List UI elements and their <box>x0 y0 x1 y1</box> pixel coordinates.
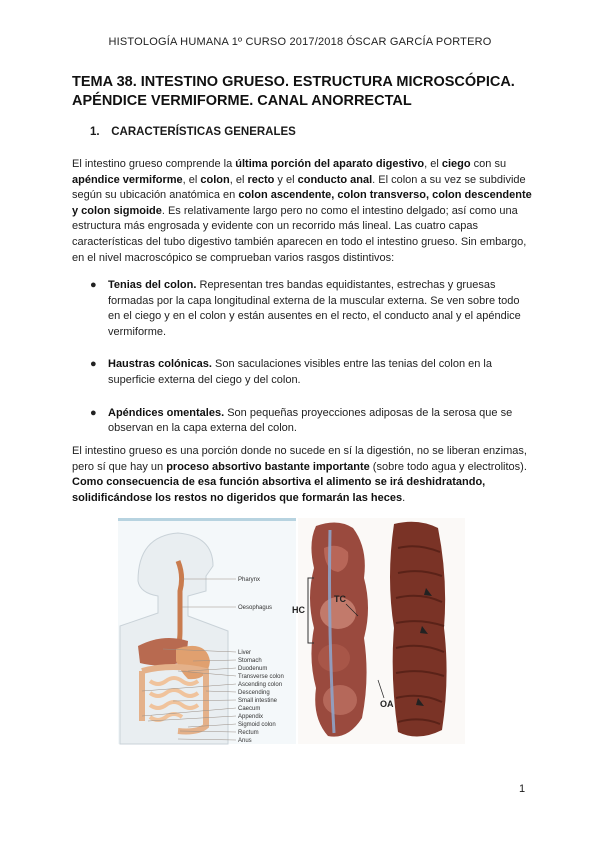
bullet-term: Tenias del colon. <box>108 279 197 291</box>
diagram-label: Sigmoid colon <box>238 722 276 728</box>
diagram-label: Duodenum <box>238 666 268 672</box>
section-title: CARACTERÍSTICAS GENERALES <box>111 126 296 138</box>
bullet-text: Son pequeñas proyecciones adiposas de la serosa que se observan en la capa externa del colon. <box>108 406 513 435</box>
label-oa: OA <box>380 699 394 709</box>
label-hc: HC <box>292 605 305 615</box>
text-run: y el <box>274 173 298 186</box>
bullet-text: Representan tres bandas equidistantes, estrechas y gruesas formadas por la capa longitudinal externa de la muscular externa. Se ven sobre todo en el ciego y en el colon y están ausentes en el recto, el conducto anal y el apéndice vermiforme. <box>108 279 521 338</box>
diagram-label: Small intestine <box>238 698 278 704</box>
diagram-label: Caecum <box>238 706 261 712</box>
text-run: . El colon a su vez se subdivide según su ubicación anatómica en <box>72 173 526 202</box>
text-run: con su <box>470 158 507 170</box>
bold-text: conducto anal <box>297 173 373 186</box>
bullet-term: Haustras colónicas. <box>108 358 212 371</box>
diagram-label: Oesophagus <box>238 605 273 611</box>
diagram-label: Ascending colon <box>238 682 283 688</box>
bullet-list <box>72 278 532 454</box>
bold-text: colon ascendente, colon transverso, colon descendente y colon sigmoide <box>72 189 532 217</box>
bullet-item <box>72 406 532 437</box>
diagram-label: Anus <box>238 738 252 744</box>
diagram-label: Stomach <box>238 658 262 664</box>
digestive-system-diagram <box>118 518 296 744</box>
bullet-item <box>72 278 532 340</box>
text-run: El intestino grueso comprende la <box>72 158 236 170</box>
colon-specimen-photo <box>292 518 465 744</box>
section-number: 1. <box>90 126 100 138</box>
bold-text: Como consecuencia de esa función absortiva el alimento se irá deshidratando, solidificándose los restos no digeridos que formarán las heces <box>72 476 486 504</box>
document-title: TEMA 38. INTESTINO GRUESO. ESTRUCTURA MICROSCÓPICA. APÉNDICE VERMIFORME. CANAL ANORRECTAL <box>72 74 515 109</box>
text-run: , el <box>424 158 442 170</box>
page-number: 1 <box>519 783 526 795</box>
section-heading <box>90 126 296 138</box>
diagram-label: Pharynx <box>238 577 261 583</box>
bold-text: recto <box>247 173 275 186</box>
bullet-dot-icon: ● <box>90 279 97 291</box>
bullet-dot-icon: ● <box>90 358 97 371</box>
text-run: (sobre todo agua y electrolitos). <box>369 460 527 473</box>
text-run: El intestino grueso es una porción donde no sucede en sí la digestión, no se liberan enzimas, pero sí que hay un <box>72 445 527 473</box>
page-header: HISTOLOGÍA HUMANA 1º CURSO 2017/2018 ÓSCAR GARCÍA PORTERO <box>108 36 492 48</box>
text-run: . <box>402 491 406 504</box>
bullet-dot-icon: ● <box>90 406 97 419</box>
diagram-label: Liver <box>238 650 252 656</box>
bold-text: apéndice vermiforme <box>72 173 183 186</box>
diagram-label: Transverse colon <box>238 674 284 680</box>
bold-text: proceso absortivo bastante importante <box>166 460 370 473</box>
bullet-term: Apéndices omentales. <box>108 406 225 419</box>
bold-text: última porción del aparato digestivo <box>235 158 425 170</box>
paragraph-intro <box>72 157 532 266</box>
bullet-text: Son saculaciones visibles entre las tenias del colon en la superficie externa del ciego y del colon. <box>108 358 492 386</box>
figure <box>118 518 465 744</box>
bold-text: colon <box>200 173 230 186</box>
paragraph-absorption <box>72 444 532 506</box>
bullet-item <box>72 357 532 388</box>
diagram-label: Descending <box>238 690 270 696</box>
text-run: , el <box>229 173 248 186</box>
text-run: , el <box>182 173 201 186</box>
text-run: . Es relativamente largo pero no como el intestino delgado; así como una estructura más engrosada y evidente con un recorrido más lineal. Las cuatro capas características del tubo digestivo también aparecen en todo el intestino grueso. Sin embargo, en el nivel macroscópico se comprueban varios rasgos distintivos: <box>72 204 527 264</box>
diagram-label: Appendix <box>238 714 264 720</box>
diagram-label: Rectum <box>238 730 259 736</box>
bold-text: ciego <box>441 158 471 170</box>
label-tc: TC <box>334 594 346 604</box>
